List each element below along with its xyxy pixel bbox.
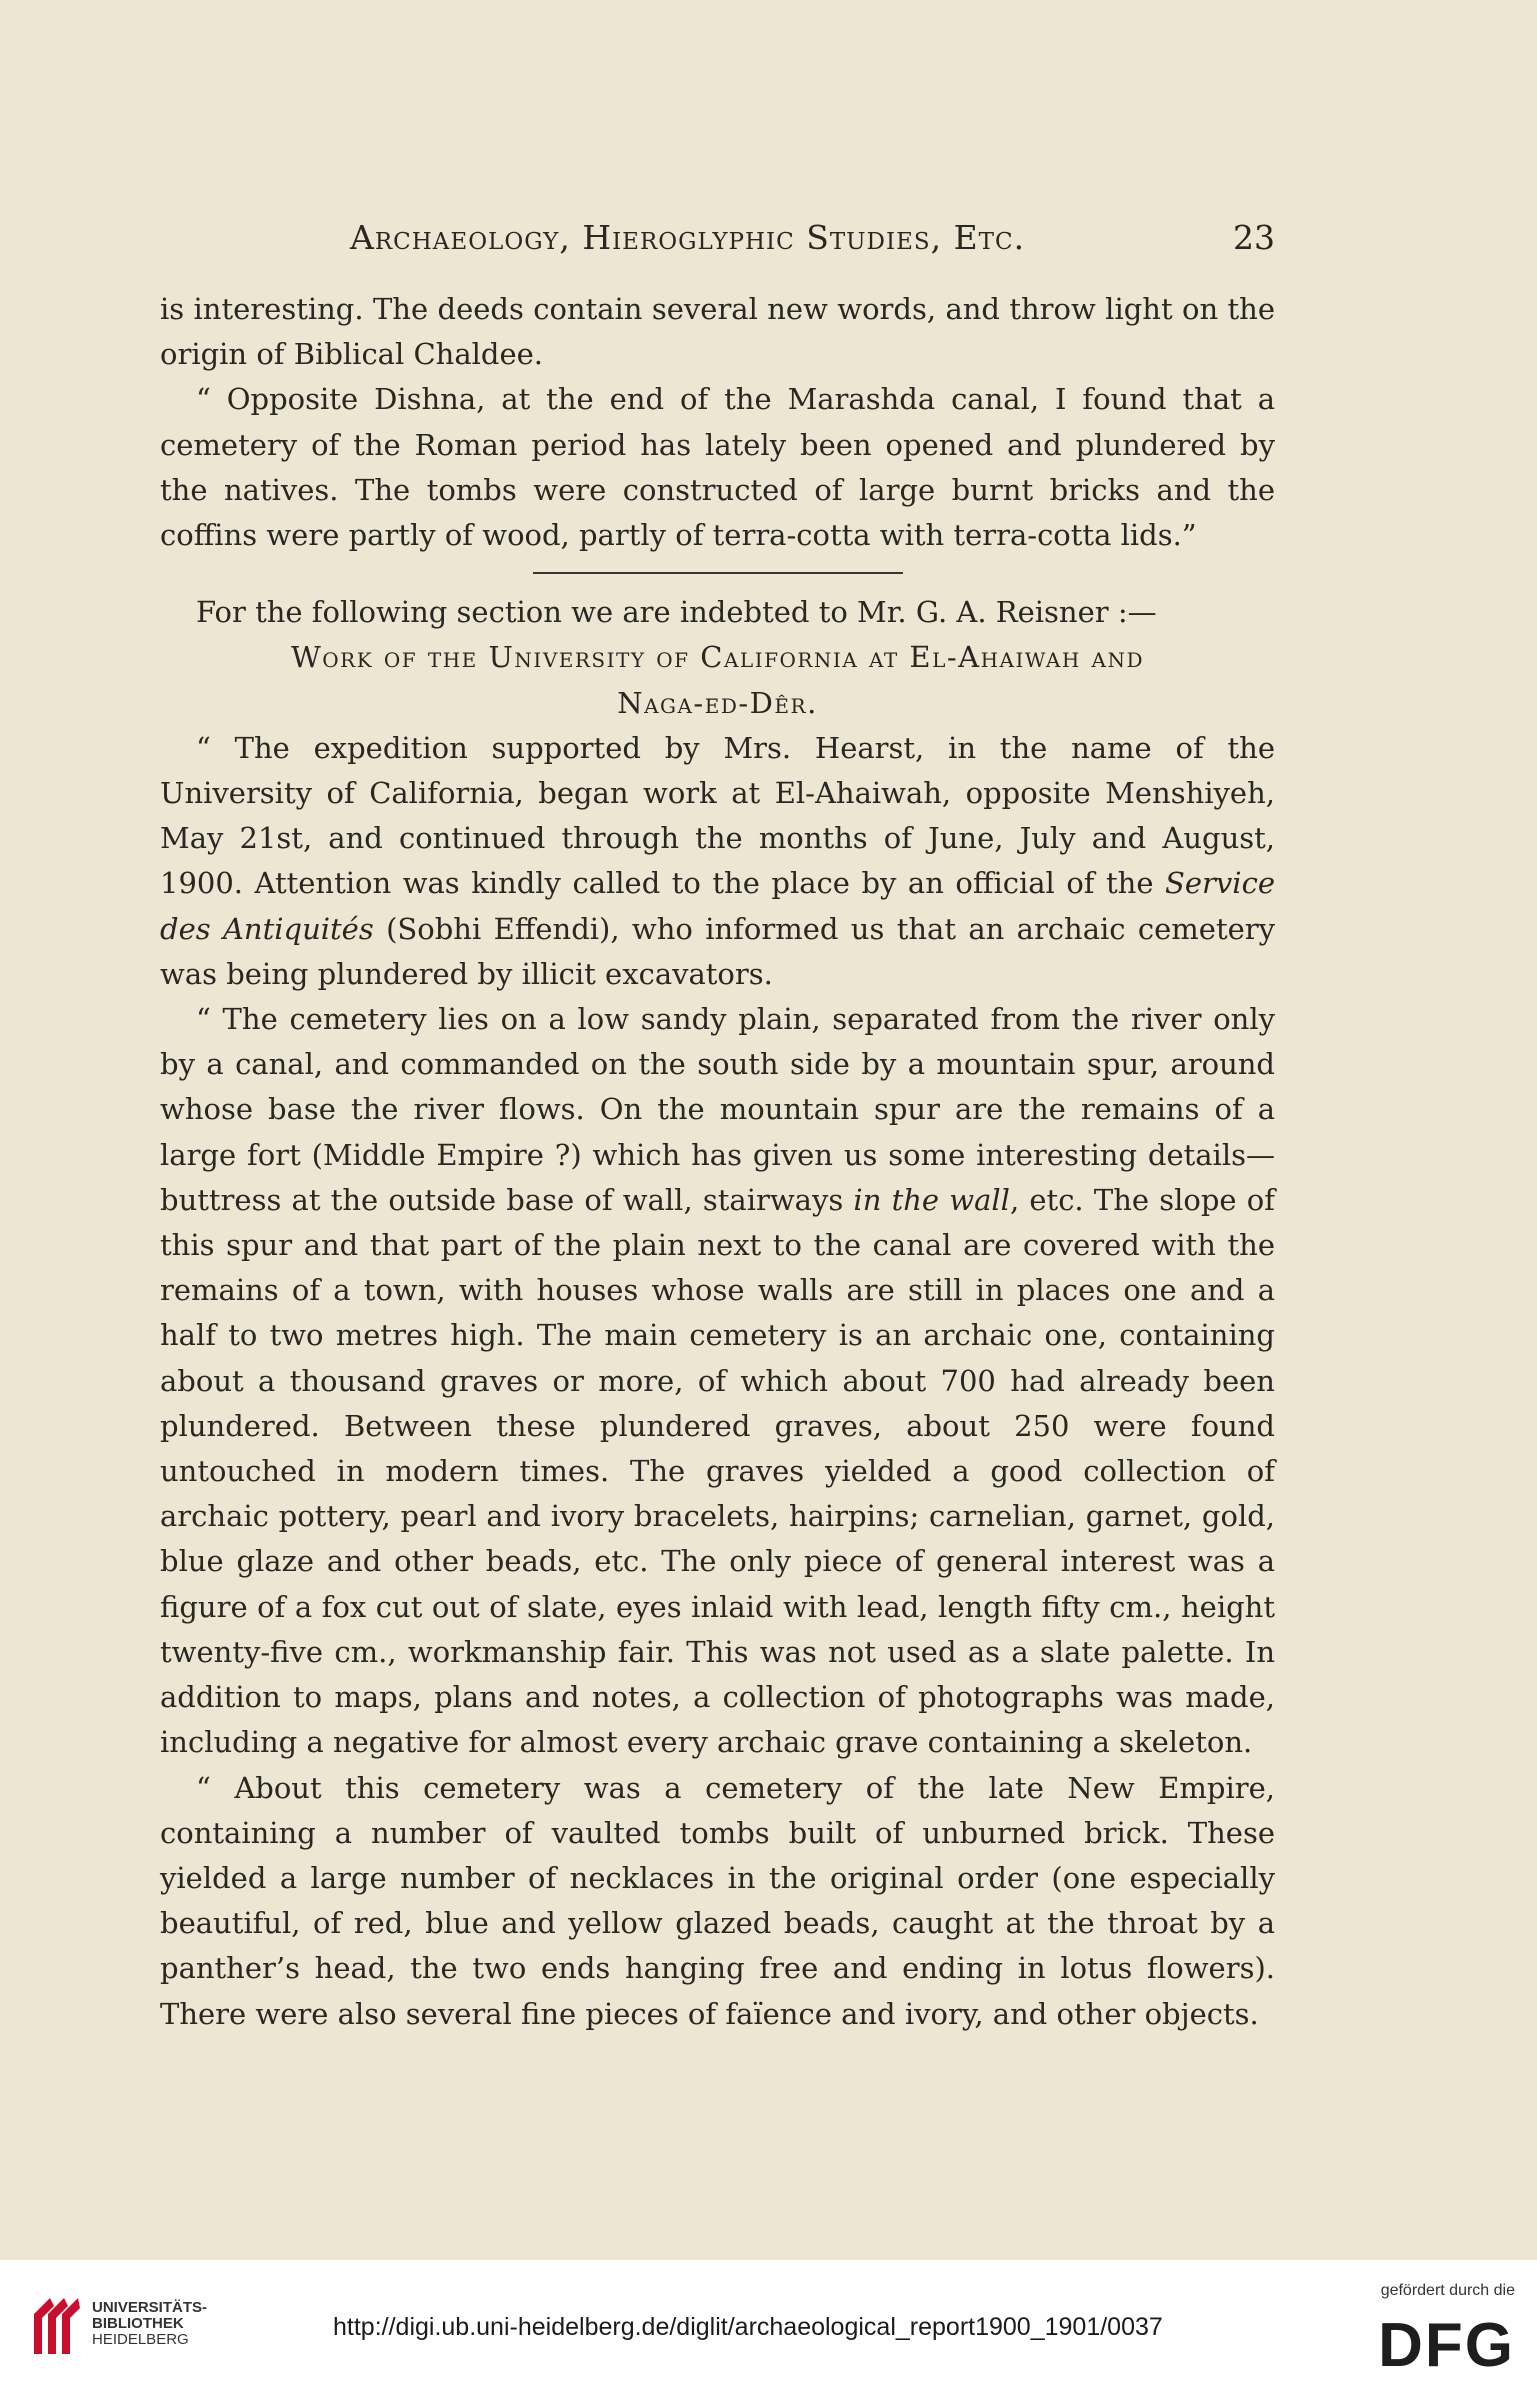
page-number: 23 [1233, 218, 1275, 257]
paragraph [160, 997, 1275, 1765]
permalink-url[interactable]: http://digi.ub.uni-heidelberg.de/diglit/archaeological_report1900_1901/0037 [333, 2313, 1163, 2341]
library-name[interactable] [92, 2300, 207, 2348]
section-heading-line: Naga-ed-Dêr. [617, 685, 818, 720]
paragraph: “ About this cemetery was a cemetery of the late New Empire, containing a number of vaulted tombs built of unburned brick. These yielded a large number of necklaces in the original order (one especially beautiful, of red, blue and yellow glazed beads, caught at the throat by a panther’s head, the two ends hanging free and ending in lotus flowers). There were also several fine pieces of faïence and ivory, and other objects. [160, 1770, 1275, 2031]
paragraph: For the following section we are indebted to Mr. G. A. Reisner :— [196, 595, 1157, 630]
body-text [160, 287, 1275, 2037]
text-run: (Sobhi Effendi), who informed us that an archaic cemetery was being plundered by illicit excavators. [160, 911, 1276, 991]
italic-text: Service des Antiquités [160, 866, 1275, 946]
running-title: Archaeology, Hieroglyphic Studies, Etc. [350, 218, 1026, 257]
library-name-line: HEIDELBERG [92, 2331, 189, 2348]
paragraph [160, 726, 1275, 997]
section-divider [533, 572, 903, 574]
text-run: “ The expedition supported by Mrs. Hearst, in the name of the University of California, began work at El-Ahaiwah, opposite Menshiyeh, May 21st, and continued through the months of June, July and August, 1900. Attention was kindly called to the place by an official of the [160, 730, 1275, 901]
section-heading [160, 635, 1275, 725]
italic-text: in the wall [853, 1182, 1010, 1217]
dfg-logo[interactable]: DFG [1378, 2311, 1515, 2380]
section-heading-line: Work of the University of California at El-Ahaiwah and [290, 640, 1145, 675]
ub-heidelberg-logo-icon[interactable] [32, 2296, 82, 2356]
text-run: , etc. The slope of this spur and that part of the plain next to the canal are covered with the remains of a town, with houses whose walls are still in places one and a half to two metres high. The main cemetery is an archaic one, containing about a thousand graves or more, of which about 700 had already been plundered. Between these plundered graves, about 250 were found untouched in modern times. The graves yielded a good collection of archaic pottery, pearl and ivory bracelets, hairpins; carnelian, garnet, gold, blue glaze and other beads, etc. The only piece of general interest was a figure of a fox cut out of slate, eyes inlaid with lead, length fifty cm., height twenty-five cm., workmanship fair. This was not used as a slate palette. In addition to maps, plans and notes, a collection of photographs was made, including a negative for almost every archaic grave containing a skeleton. [160, 1182, 1275, 1760]
running-head [160, 218, 1275, 268]
text-run: “ The cemetery lies on a low sandy plain, separated from the river only by a canal, and commanded on the south side by a mountain spur, around whose base the river flows. On the mountain spur are the remains of a large fort (Middle Empire ?) which has given us some interesting details— buttress at the outside base of wall, stairways [160, 1002, 1275, 1217]
paragraph: is interesting. The deeds contain several new words, and throw light on the origin of Biblical Chaldee. [160, 292, 1275, 372]
funding-note: gefördert durch die [1380, 2282, 1515, 2299]
library-name-line: UNIVERSITÄTS- [92, 2299, 208, 2316]
viewer-footer [0, 2260, 1537, 2385]
paragraph: “ Opposite Dishna, at the end of the Marashda canal, I found that a cemetery of the Roman period has lately been opened and plundered by the natives. The tombs were constructed of large burnt bricks and the coffins were partly of wood, partly of terra-cotta with terra-cotta lids.” [160, 382, 1275, 553]
library-name-line: BIBLIOTHEK [92, 2315, 184, 2332]
